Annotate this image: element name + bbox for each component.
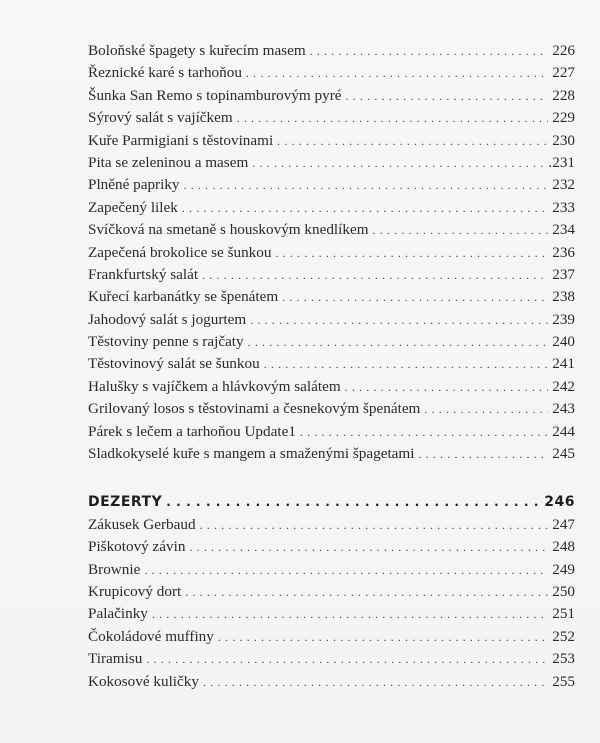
- toc-entry-page: 236: [552, 243, 575, 261]
- dot-leader: [282, 286, 548, 308]
- toc-entry-page: 251: [552, 605, 575, 623]
- dot-leader: [250, 309, 548, 331]
- toc-entry-page: 232: [552, 176, 575, 194]
- toc-entry-page: 250: [552, 582, 575, 600]
- toc-entry: [88, 536, 575, 558]
- toc-entry-title: Řeznické karé s tarhoňou: [88, 64, 242, 82]
- toc-entry-title: Krupicový dort: [88, 582, 182, 600]
- toc-entry: [88, 130, 575, 152]
- toc-entry-title: Grilovaný losos s těstovinami a česnekovým špenátem: [88, 400, 421, 418]
- toc-entry-page: 233: [552, 198, 575, 216]
- toc-entry-title: Piškotový závin: [88, 538, 186, 556]
- toc-entry: [88, 398, 575, 420]
- toc-entry: [88, 559, 575, 581]
- toc-entry-title: Kuře Parmigiani s těstovinami: [88, 131, 274, 149]
- toc-entry-page: 227: [552, 64, 575, 82]
- toc-section-heading: [88, 491, 575, 513]
- toc-entry: [88, 353, 575, 375]
- dot-leader: [166, 491, 540, 513]
- dot-leader: [182, 197, 548, 219]
- dot-leader: [202, 264, 548, 286]
- toc-entry-title: Palačinky: [88, 605, 148, 623]
- section-page: 246: [544, 494, 575, 511]
- section-spacer: [88, 465, 575, 491]
- toc-entry-title: Jahodový salát s jogurtem: [88, 310, 247, 328]
- toc-entry-title: Sladkokyselé kuře s mangem a smaženými špagetami: [88, 445, 415, 463]
- toc-entry-title: Boloňské špagety s kuřecím masem: [88, 42, 306, 59]
- toc-entry: [88, 603, 575, 625]
- dot-leader: [252, 152, 544, 174]
- toc-entry: [88, 152, 575, 174]
- toc-entry-page: 255: [552, 672, 575, 690]
- toc-entry-page: 237: [552, 265, 575, 283]
- dot-leader: [275, 242, 548, 264]
- toc-entry: [88, 626, 575, 648]
- dot-leader: [345, 376, 549, 398]
- toc-entry: [88, 264, 575, 286]
- toc-entry-page: 243: [552, 400, 575, 418]
- toc-entry-title: Zapečený lilek: [88, 198, 178, 216]
- toc-entry: [88, 421, 575, 443]
- toc-entry-page: 245: [552, 445, 575, 463]
- toc-entry-page: 234: [552, 221, 575, 239]
- toc-entry: [88, 309, 575, 331]
- toc-entry-page: 228: [552, 86, 575, 104]
- dot-leader: [152, 603, 548, 625]
- dot-leader: [203, 671, 548, 693]
- toc-entry-page: 238: [552, 288, 575, 306]
- dot-leader: [264, 353, 549, 375]
- toc-entry: [88, 219, 575, 241]
- section-title: DEZERTY: [88, 494, 163, 511]
- toc-entry-page: 244: [552, 422, 575, 440]
- toc-entry-title: Kuřecí karbanátky se špenátem: [88, 288, 279, 306]
- toc-entry: [88, 443, 575, 465]
- toc-entry: [88, 376, 575, 398]
- dot-leader: [346, 85, 549, 107]
- dot-leader: [237, 107, 549, 129]
- toc-entry-title: Tiramisu: [88, 650, 143, 668]
- toc-entry-title: Párek s lečem a tarhoňou Update1: [88, 422, 296, 440]
- toc-entry-title: Brownie: [88, 560, 141, 578]
- toc-entry-title: Svíčková na smetaně s houskovým knedlíkem: [88, 221, 369, 239]
- dot-leader: [218, 626, 548, 648]
- toc-entry: [88, 671, 575, 693]
- toc-entry-title: Plněné papriky: [88, 176, 180, 194]
- toc-entry-page: 230: [552, 131, 575, 149]
- toc-entry-page: 239: [552, 310, 575, 328]
- dot-leader: [185, 581, 548, 603]
- toc-entry-title: Frankfurtský salát: [88, 265, 199, 283]
- toc-entry: [88, 242, 575, 264]
- dot-leader: [184, 174, 549, 196]
- toc-entry-title: Kokosové kuličky: [88, 672, 199, 690]
- toc-entry: [88, 581, 575, 603]
- toc-entry-title: Halušky s vajíčkem a hlávkovým salátem: [88, 377, 341, 395]
- dot-leader: [146, 648, 548, 670]
- toc-entry: [88, 174, 575, 196]
- toc-entry: [88, 648, 575, 670]
- toc-entry-page: 247: [552, 515, 575, 533]
- toc-entry: [88, 286, 575, 308]
- toc-entry-title: Zapečená brokolice se šunkou: [88, 243, 272, 261]
- toc-entry-title: Pita se zeleninou a masem: [88, 153, 249, 171]
- toc-entry: [88, 197, 575, 219]
- toc-entry-title: Sýrový salát s vajíčkem: [88, 109, 233, 127]
- toc-entry-page: 226: [552, 42, 575, 59]
- toc-entry: [88, 514, 575, 536]
- toc-entry-page: 229: [552, 109, 575, 127]
- dot-leader: [277, 130, 548, 152]
- toc-entry-title: Zákusek Gerbaud: [88, 515, 196, 533]
- dot-leader: [373, 219, 549, 241]
- toc-entry-title: Těstoviny penne s rajčaty: [88, 333, 244, 351]
- dot-leader: [189, 536, 548, 558]
- toc-entry-page: 252: [552, 627, 575, 645]
- toc-entry-title: Těstovinový salát se šunkou: [88, 355, 260, 373]
- toc-entry: [88, 85, 575, 107]
- toc-entry-page: .231: [548, 153, 575, 171]
- table-of-contents: [88, 40, 575, 693]
- toc-entry-page: 253: [552, 650, 575, 668]
- dot-leader: [200, 514, 549, 536]
- toc-entry: [88, 62, 575, 84]
- dot-leader: [246, 62, 548, 84]
- toc-entry-page: 242: [552, 377, 575, 395]
- dot-leader: [300, 421, 548, 443]
- dot-leader: [418, 443, 548, 465]
- dot-leader: [310, 40, 549, 62]
- toc-entry-page: 248: [552, 538, 575, 556]
- toc-entry-page: 240: [552, 333, 575, 351]
- toc-entry: [88, 40, 575, 62]
- toc-entry: [88, 331, 575, 353]
- dot-leader: [424, 398, 548, 420]
- toc-entry: [88, 107, 575, 129]
- toc-entry-page: 241: [552, 355, 575, 373]
- dot-leader: [144, 559, 548, 581]
- dot-leader: [248, 331, 549, 353]
- toc-entry-title: Šunka San Remo s topinamburovým pyré: [88, 86, 342, 104]
- toc-entry-page: 249: [552, 560, 575, 578]
- toc-entry-title: Čokoládové muffiny: [88, 627, 214, 645]
